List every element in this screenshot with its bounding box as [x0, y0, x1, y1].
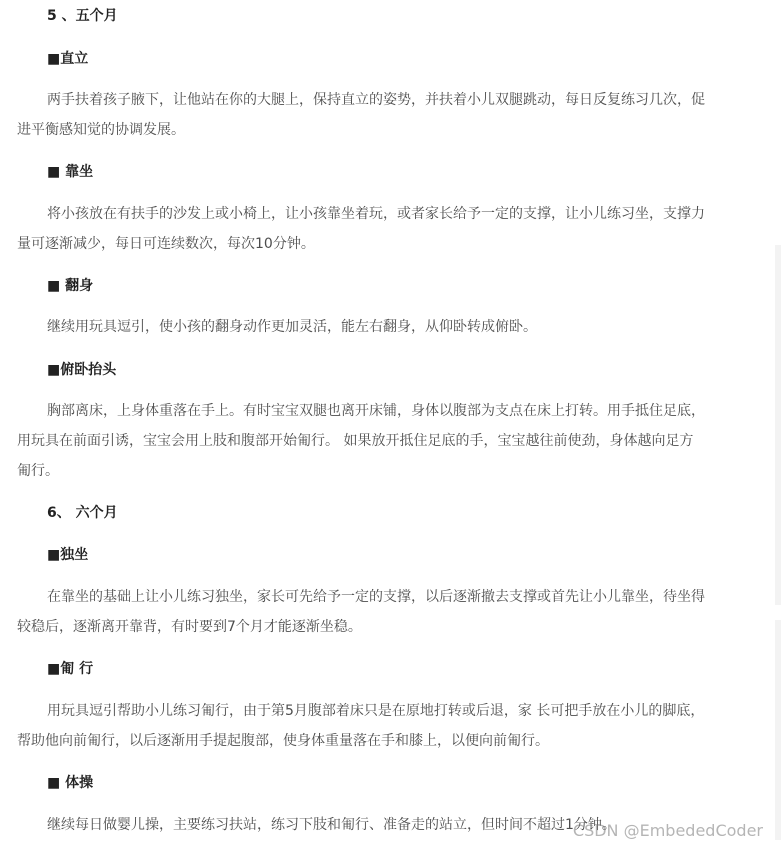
section-heading-six-months: 6、 六个月 — [47, 505, 118, 521]
paragraph-line: 继续用玩具逗引，使小孩的翻身动作更加灵活，能左右翻身，从仰卧转成俯卧。 — [47, 319, 537, 335]
paragraph-line: 匍行。 — [17, 463, 59, 479]
paragraph-line: 继续每日做婴儿操，主要练习扶站，练习下肢和匍行、准备走的站立，但时间不超过1分钟。 — [47, 817, 616, 833]
paragraph-line: 量可逐渐减少，每日可连续数次，每次10分钟。 — [17, 236, 315, 252]
subheading-prone-head-lift: ■俯卧抬头 — [47, 362, 117, 378]
paragraph-line: 在靠坐的基础上让小儿练习独坐，家长可先给予一定的支撑，以后逐渐撤去支撑或首先让小儿靠坐，待坐得 — [47, 589, 705, 605]
paragraph-line: 较稳后，逐渐离开靠背，有时要到7个月才能逐渐坐稳。 — [17, 619, 362, 635]
section-heading-five-months: 5 、五个月 — [47, 8, 118, 24]
paragraph-line: 进平衡感知觉的协调发展。 — [17, 122, 185, 138]
paragraph-line: 将小孩放在有扶手的沙发上或小椅上，让小孩靠坐着玩，或者家长给予一定的支撑，让小儿练习坐，支撑力 — [47, 206, 705, 222]
paragraph-line: 用玩具逗引帮助小儿练习匍行，由于第5月腹部着床只是在原地打转或后退，家 长可把手放在小儿的脚底， — [47, 703, 705, 719]
scrollbar-track[interactable] — [775, 245, 781, 605]
subheading-crawling: ■匍 行 — [47, 661, 94, 677]
csdn-watermark: CSDN @EmbededCoder — [572, 821, 763, 840]
subheading-rolling-over: ■ 翻身 — [47, 278, 94, 294]
subheading-exercise: ■ 体操 — [47, 775, 94, 791]
paragraph-line: 两手扶着孩子腋下，让他站在你的大腿上，保持直立的姿势，并扶着小儿双腿跳动，每日反复练习几次，促 — [47, 92, 705, 108]
paragraph-line: 帮助他向前匍行，以后逐渐用手提起腹部，使身体重量落在手和膝上，以便向前匍行。 — [17, 733, 549, 749]
subheading-independent-sitting: ■独坐 — [47, 547, 89, 563]
paragraph-line: 胸部离床，上身体重落在手上。有时宝宝双腿也离开床铺，身体以腹部为支点在床上打转。用手抵住足底， — [47, 403, 705, 419]
subheading-standing: ■直立 — [47, 51, 89, 67]
scrollbar-track-lower[interactable] — [775, 620, 781, 840]
subheading-supported-sitting: ■ 靠坐 — [47, 164, 94, 180]
paragraph-line: 用玩具在前面引诱，宝宝会用上肢和腹部开始匍行。 如果放开抵住足底的手，宝宝越往前使劲，身体越向足方 — [17, 433, 694, 449]
